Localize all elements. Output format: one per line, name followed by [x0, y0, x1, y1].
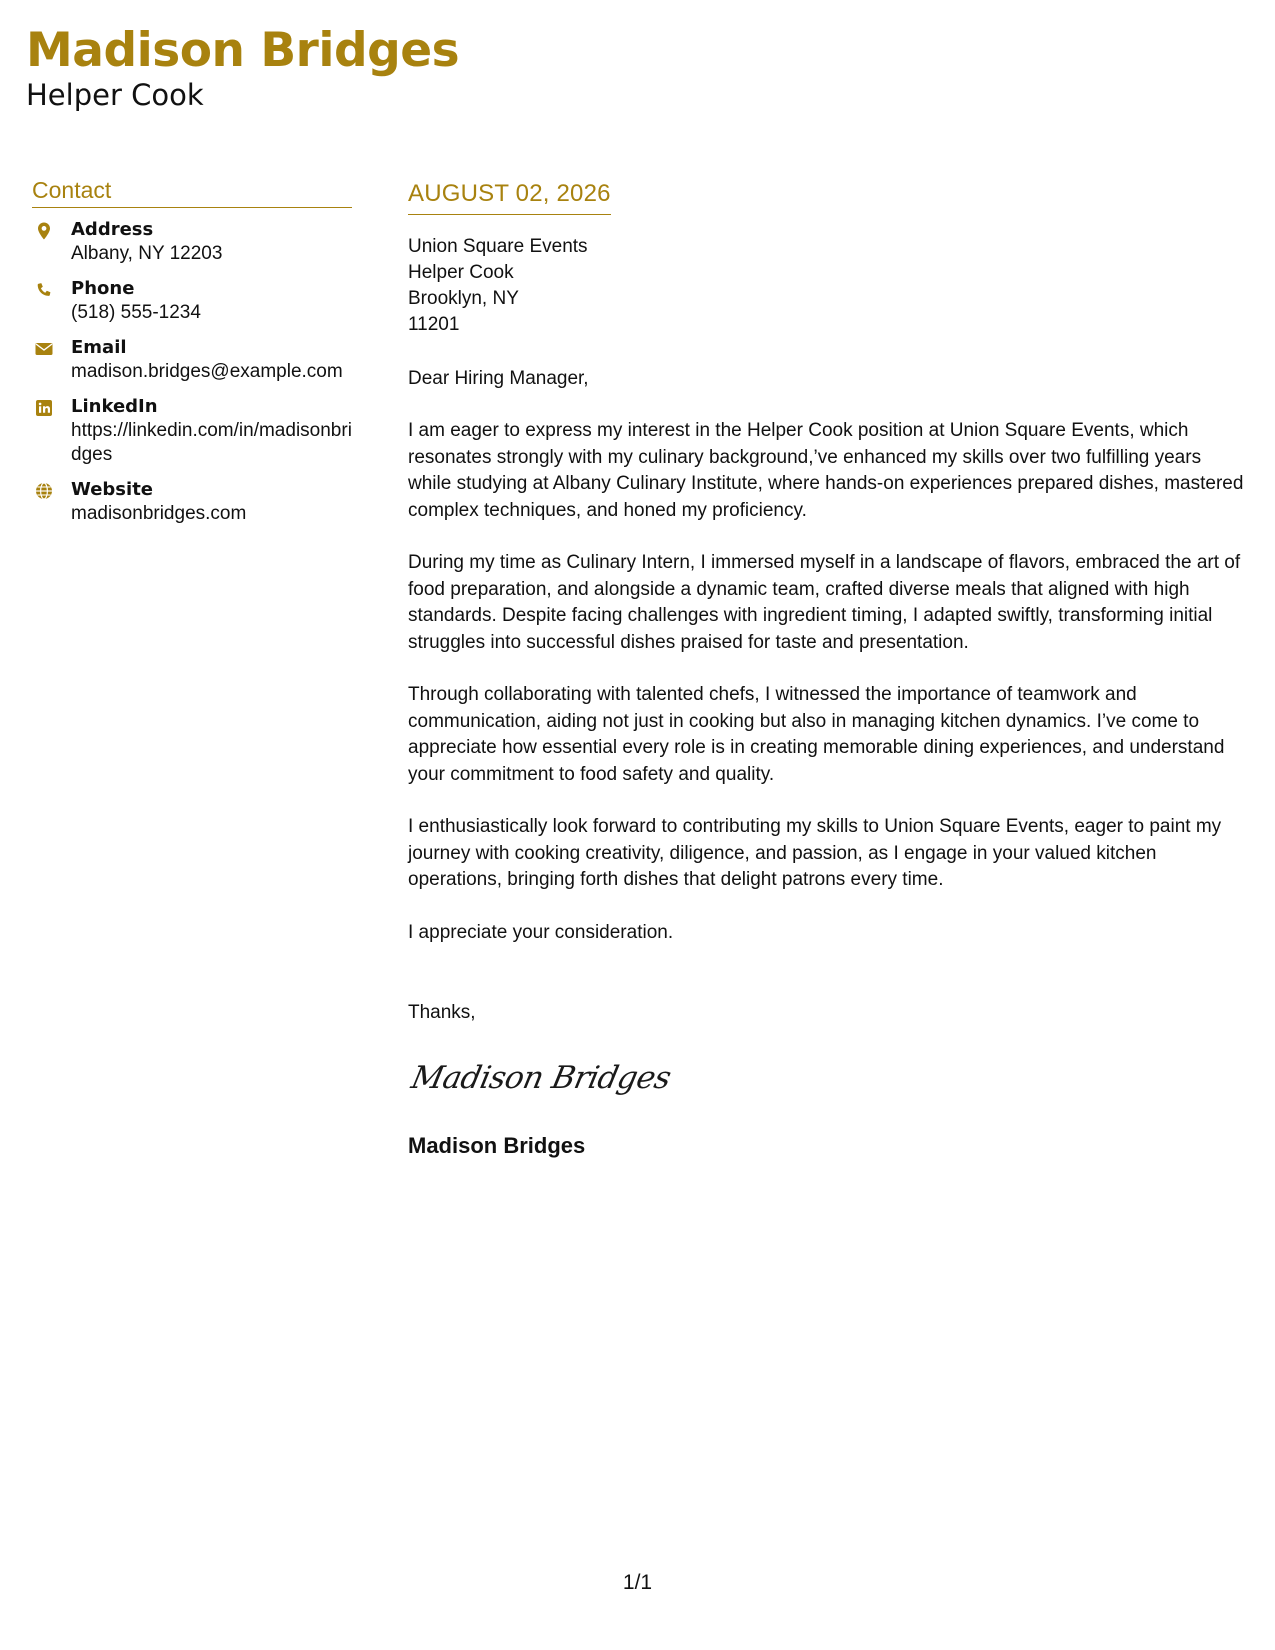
signed-name: Madison Bridges — [408, 1133, 586, 1158]
linkedin-link[interactable]: https://linkedin.com/in/madisonbridges — [71, 420, 352, 465]
letter-body — [408, 178, 1248, 1160]
contact-sidebar — [32, 176, 352, 537]
contact-item-website — [32, 478, 352, 526]
recipient-city: Brooklyn, NY — [408, 288, 519, 309]
phone-icon — [34, 280, 54, 300]
contact-item-phone — [32, 277, 352, 325]
contact-item-address — [32, 218, 352, 266]
map-pin-icon — [34, 221, 54, 241]
letter-paragraph: I enthusiastically look forward to contributing my skills to Union Square Events, eager to paint my journey with cooking creativity, diligence, and passion, as I engage in your valued kitchen operations, bringing forth dishes that delight patrons every time. — [408, 816, 1222, 890]
globe-icon — [34, 481, 54, 501]
email-icon — [34, 339, 54, 359]
recipient-zip: 11201 — [408, 314, 460, 335]
letter-date: AUGUST 02, 2026 — [408, 178, 611, 215]
linkedin-icon — [34, 398, 54, 418]
salutation: Dear Hiring Manager, — [408, 368, 589, 389]
contact-item-linkedin — [32, 395, 352, 467]
recipient-block — [408, 234, 1248, 338]
resume-header — [26, 22, 459, 112]
applicant-title: Helper Cook — [26, 78, 204, 112]
contact-label: Email — [71, 337, 127, 358]
website-link[interactable]: madisonbridges.com — [71, 503, 247, 524]
recipient-company: Union Square Events — [408, 236, 588, 257]
contact-label: Phone — [71, 278, 135, 299]
handwritten-signature — [408, 1050, 678, 1106]
letter-paragraph: Through collaborating with talented chefs, I witnessed the importance of teamwork and communication, aiding not just in cooking but also in managing kitchen dynamics. I’ve come to appreciate how essential every role is in creating memorable dining experiences, and understand your commitment to food safety and quality. — [408, 684, 1225, 785]
contact-label: Address — [71, 219, 154, 240]
phone-value: (518) 555-1234 — [71, 302, 201, 323]
applicant-name: Madison Bridges — [26, 23, 460, 78]
contact-heading: Contact — [32, 176, 352, 208]
contact-label: LinkedIn — [71, 396, 158, 417]
contact-list — [32, 218, 352, 526]
email-link[interactable]: madison.bridges@example.com — [71, 361, 343, 382]
recipient-position: Helper Cook — [408, 262, 514, 283]
address-value: Albany, NY 12203 — [71, 243, 223, 264]
letter-paragraph: I appreciate your consideration. — [408, 921, 674, 943]
contact-label: Website — [71, 479, 154, 500]
letter-paragraph: During my time as Culinary Intern, I immersed myself in a landscape of flavors, embraced the art of food preparation, and alongside a dynamic team, crafted diverse meals that aligned with high standards. Despite facing challenges with ingredient timing, I adapted swiftly, transforming initial struggles into successful dishes praised for taste and presentation. — [408, 552, 1241, 653]
letter-paragraph: I am eager to express my interest in the Helper Cook position at Union Square Events, which resonates strongly with my culinary background,’ve enhanced my skills over two fulfilling years while studying at Albany Culinary Institute, where hands-on experiences prepared dishes, mastered complex techniques, and honed my proficiency. — [408, 420, 1244, 521]
svg-text:Madison Bridges: Madison Bridges — [408, 1060, 674, 1096]
contact-item-email — [32, 336, 352, 384]
page-number: 1/1 — [622, 1571, 653, 1594]
closing: Thanks, — [408, 1002, 476, 1023]
